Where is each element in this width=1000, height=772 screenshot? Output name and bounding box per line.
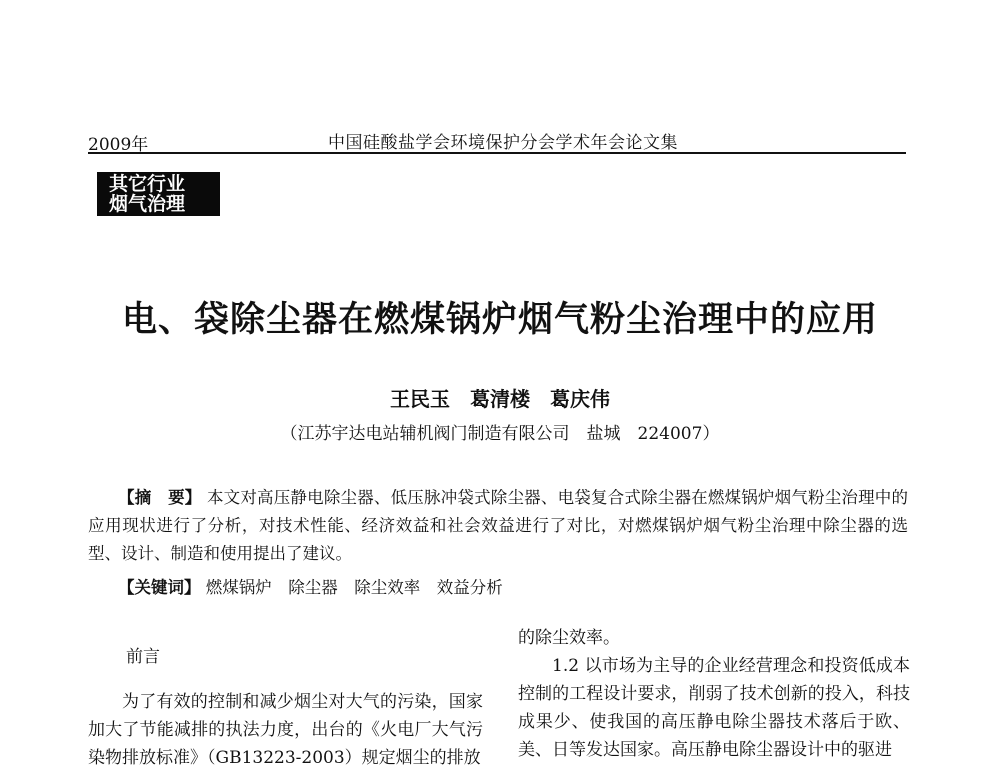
keywords-text: 燃煤锅炉 除尘器 除尘效率 效益分析 (205, 578, 503, 597)
right-line-1: 的除尘效率。 (518, 628, 620, 648)
keywords (118, 574, 503, 598)
right-column (518, 624, 910, 764)
abstract-label: 【摘 要】 (118, 488, 202, 507)
keywords-label: 【关键词】 (118, 578, 201, 597)
affiliation: （江苏宇达电站辅机阀门制造有限公司 盐城 224007） (280, 424, 720, 444)
header-year: 2009年 (88, 135, 149, 155)
authors: 王民玉 葛清楼 葛庆伟 (390, 387, 610, 411)
left-column (88, 643, 483, 772)
abstract-text: 本文对高压静电除尘器、低压脉冲袋式除尘器、电袋复合式除尘器在燃煤锅炉烟气粉尘治理中的应用现状进行了分析，对技术性能、经济效益和社会效益进行了对比，对燃煤锅炉烟气粉尘治理中除尘器的选型、设计、制造和使用提出了建议。 (88, 488, 909, 563)
section-tag-line1: 其它行业 (109, 173, 186, 195)
section-heading: 前言 (126, 647, 160, 667)
left-paragraph: 为了有效的控制和减少烟尘对大气的污染，国家加大了节能减排的执法力度，出台的《火电厂大气污染物排放标准》（GB13223-2003）规定烟尘的排放 (88, 692, 483, 768)
header-rule (88, 152, 906, 154)
right-paragraph: 1.2 以市场为主导的企业经营理念和投资低成本控制的工程设计要求，削弱了技术创新的投入，科技成果少、使我国的高压静电除尘器技术落后于欧、美、日等发达国家。高压静电除尘器设计中的驱进 (518, 656, 910, 760)
paper-title: 电、袋除尘器在燃煤锅炉烟气粉尘治理中的应用 (121, 299, 878, 340)
abstract (88, 484, 908, 568)
section-tag-line2: 烟气治理 (109, 193, 186, 215)
header-journal-title: 中国硅酸盐学会环境保护分会学术年会论文集 (328, 133, 678, 153)
section-tag (97, 172, 220, 216)
